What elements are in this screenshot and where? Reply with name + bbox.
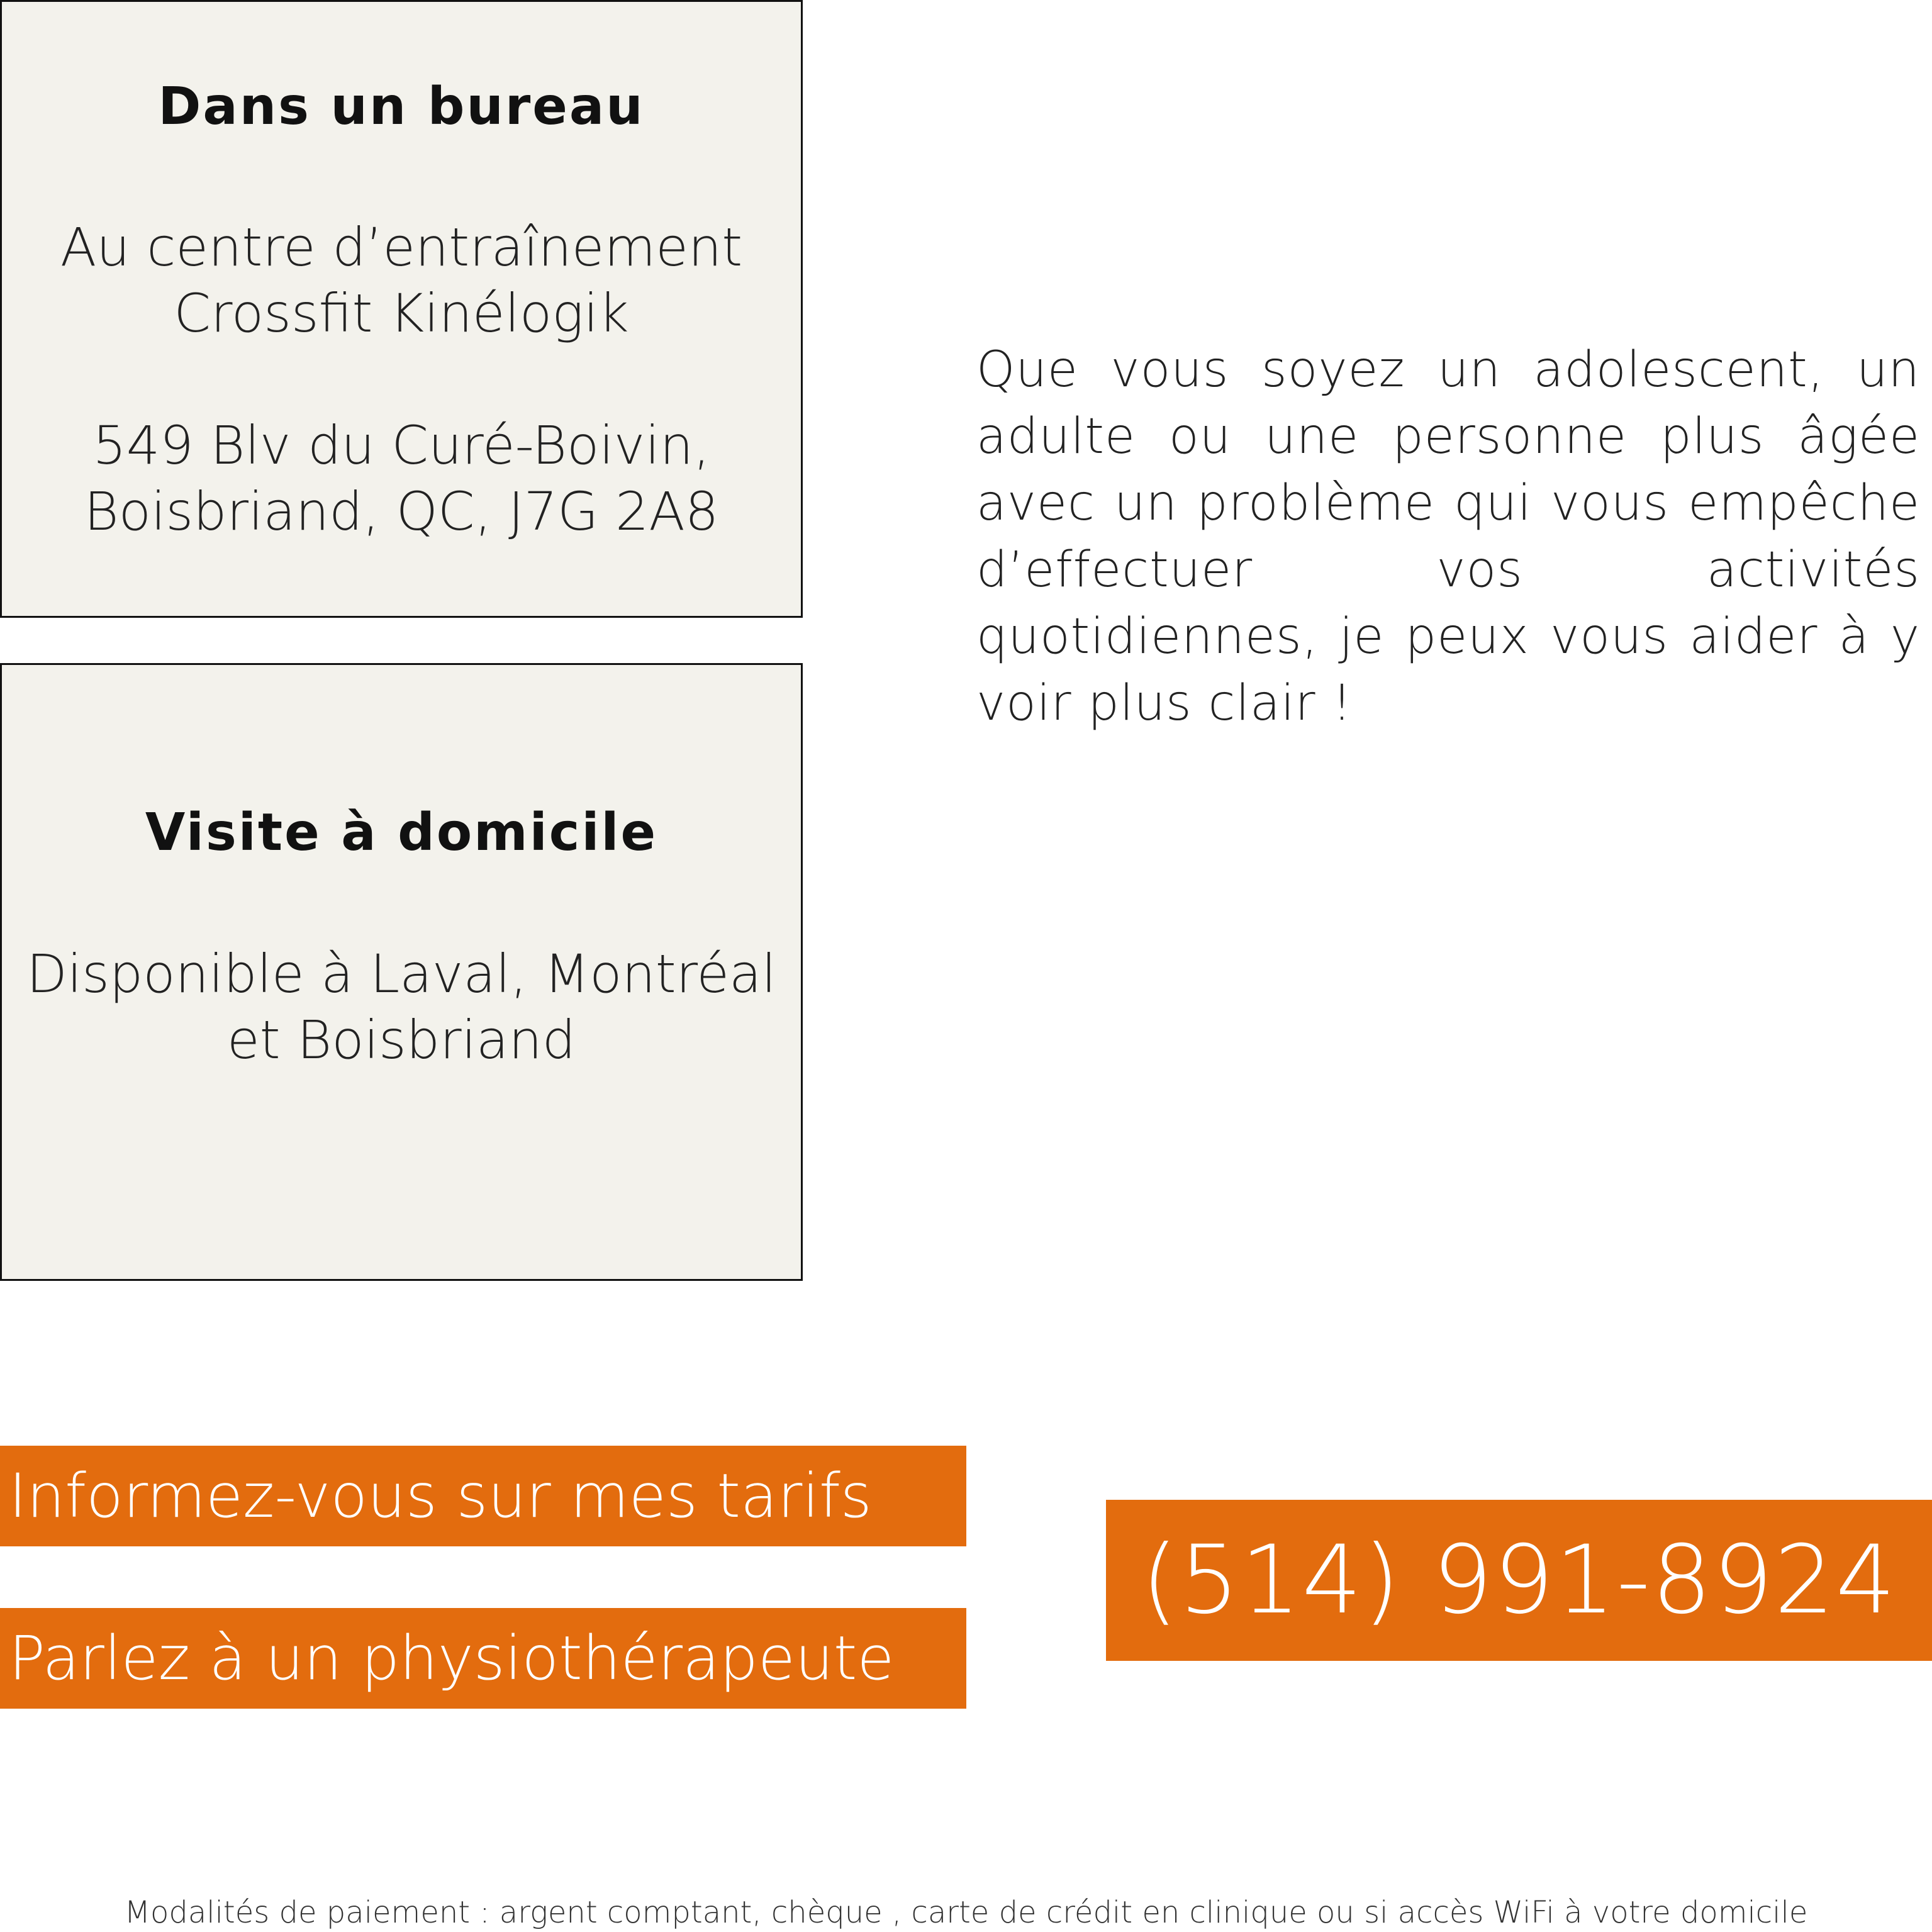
pricing-info-button[interactable]: Informez-vous sur mes tarifs xyxy=(0,1446,966,1546)
intro-paragraph: Que vous soyez un adolescent, un adulte ou une personne plus âgée avec un problème qui vous empêche d’effectuer vos activités quotidiennes, je peux vous aider à y voir plus clair ! xyxy=(976,342,1920,732)
home-visit-card-title: Visite à domicile xyxy=(145,803,658,863)
home-visit-card-line: Disponible à Laval, Montréal xyxy=(26,943,776,1005)
office-card-address-line: Boisbriand, QC, J7G 2A8 xyxy=(84,481,719,542)
home-visit-card-line: et Boisbriand xyxy=(226,1009,576,1071)
office-card-line: Crossfit Kinélogik xyxy=(174,282,629,344)
office-card-address-line: 549 Blv du Curé-Boivin, xyxy=(92,415,710,476)
office-card-title: Dans un bureau xyxy=(158,77,645,137)
talk-to-physio-button[interactable]: Parlez à un physiothérapeute xyxy=(0,1608,966,1709)
payment-methods-note: Modalités de paiement : argent comptant, chèque , carte de crédit en clinique ou si accès WiFi à votre domicile xyxy=(124,1895,1808,1930)
home-visit-card xyxy=(0,663,803,1281)
phone-number-button[interactable]: (514) 991-8924 xyxy=(1106,1500,1932,1661)
office-card-line: Au centre d’entraînement xyxy=(60,216,743,278)
office-card xyxy=(0,0,803,618)
